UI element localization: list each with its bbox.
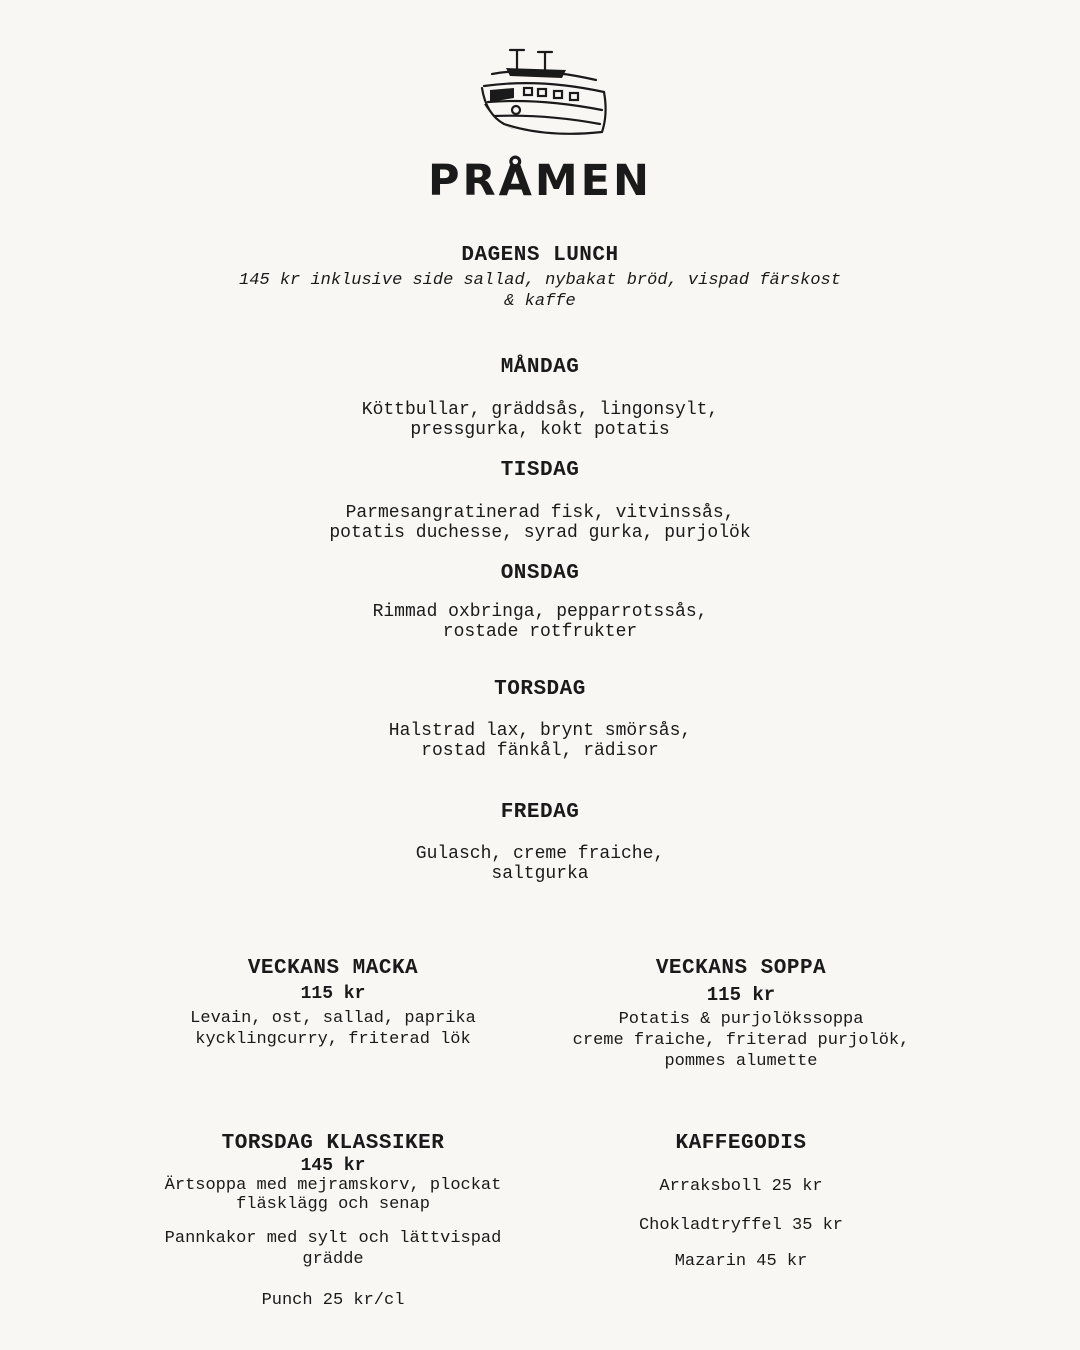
klassiker-price: 145 kr <box>300 1156 366 1176</box>
day-dish-friday: Gulasch, creme fraiche, saltgurka <box>415 844 665 884</box>
soppa-desc: Potatis & purjolökssoppa creme fraiche, friterad purjolök, pommes alumette <box>572 1010 910 1071</box>
day-dish-tuesday: Parmesangratinerad fisk, vitvinssås, potatis duchesse, syrad gurka, purjolök <box>329 503 751 543</box>
klassiker-item-3: Punch 25 kr/cl <box>261 1291 405 1310</box>
klassiker-item-2: Pannkakor med sylt och lättvispad grädde <box>164 1229 502 1269</box>
klassiker-section <box>133 1132 533 1310</box>
day-heading-wednesday: ONSDAG <box>500 562 580 585</box>
kaffegodis-section <box>541 1132 941 1271</box>
brand-title: PRÅMEN <box>427 156 653 206</box>
lunch-title: DAGENS LUNCH <box>461 244 619 267</box>
kaffegodis-item: Chokladtryffel 35 kr <box>638 1216 844 1235</box>
day-dish-wednesday: Rimmad oxbringa, pepparrotssås, rostade rotfrukter <box>372 602 708 642</box>
kaffegodis-item: Arraksboll 25 kr <box>659 1177 823 1196</box>
soppa-price: 115 kr <box>706 984 776 1006</box>
macka-price: 115 kr <box>300 984 366 1004</box>
macka-desc: Levain, ost, sallad, paprika kycklingcurry, friterad lök <box>190 1009 476 1049</box>
klassiker-item-1: Ärtsoppa med mejramskorv, plockat fläsklägg och senap <box>164 1176 502 1214</box>
day-heading-thursday: TORSDAG <box>494 678 586 701</box>
macka-title: VECKANS MACKA <box>247 957 419 980</box>
soppa-section <box>541 957 941 1072</box>
lunch-subtitle: 145 kr inklusive side sallad, nybakat bröd, vispad färskost & kaffe <box>239 271 841 311</box>
day-heading-monday: MÅNDAG <box>500 356 580 379</box>
kaffegodis-title: KAFFEGODIS <box>675 1132 807 1155</box>
day-dish-monday: Köttbullar, gräddsås, lingonsylt, pressgurka, kokt potatis <box>361 400 719 440</box>
boat-logo-icon <box>476 44 610 140</box>
soppa-title: VECKANS SOPPA <box>655 957 827 980</box>
klassiker-title: TORSDAG KLASSIKER <box>221 1132 445 1155</box>
macka-section <box>133 957 533 1050</box>
day-heading-friday: FREDAG <box>500 801 580 824</box>
day-heading-tuesday: TISDAG <box>500 459 580 482</box>
day-dish-thursday: Halstrad lax, brynt smörsås, rostad fänkål, rädisor <box>388 721 692 761</box>
kaffegodis-item: Mazarin 45 kr <box>674 1252 808 1271</box>
